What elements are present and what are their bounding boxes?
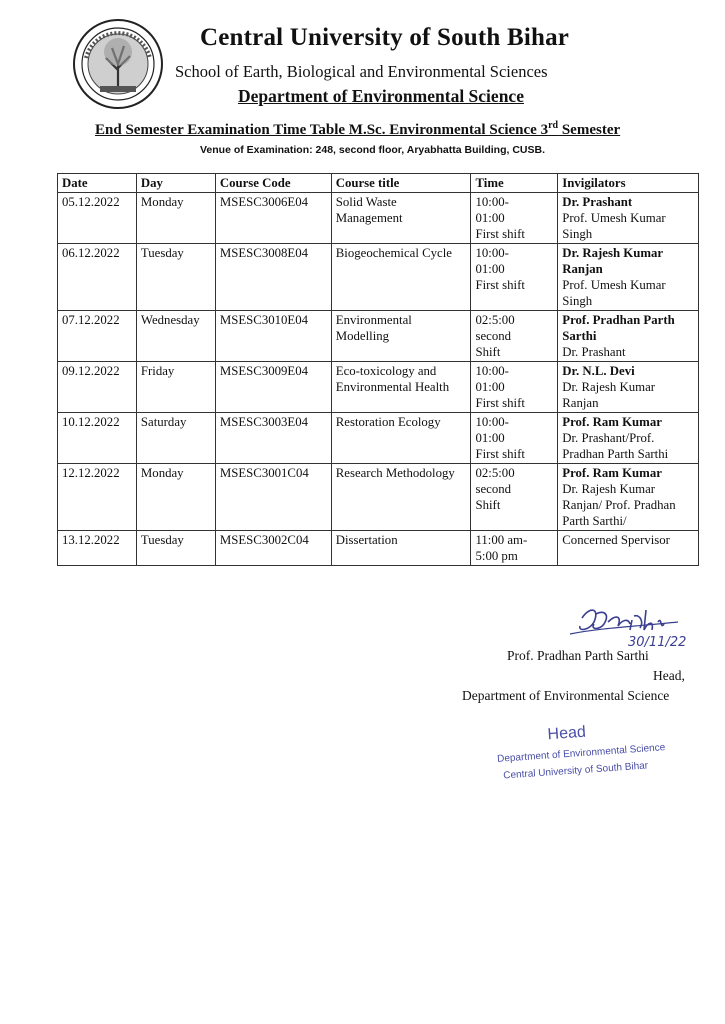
invigilator-others: Prof. Umesh Kumar Singh: [562, 278, 666, 308]
table-row: [58, 531, 699, 566]
table-row: [58, 362, 699, 413]
cell-invigilators: [558, 413, 699, 464]
invigilator-lead: Prof. Pradhan Parth Sarthi: [562, 313, 675, 343]
stamp-line-university: Central University of South Bihar: [502, 760, 649, 782]
cell-course-title: Eco-toxicology and Environmental Health: [331, 362, 471, 413]
col-header-day: Day: [136, 174, 215, 193]
invigilator-lead: Prof. Ram Kumar: [562, 415, 662, 429]
signatory-name: Prof. Pradhan Parth Sarthi: [507, 648, 649, 663]
cell-course-code: MSESC3009E04: [215, 362, 331, 413]
cell-course-code: MSESC3006E04: [215, 193, 331, 244]
cell-course-title: Research Methodology: [331, 464, 471, 531]
col-header-invigilators: Invigilators: [558, 174, 699, 193]
title-main: End Semester Examination Time Table M.Sc. Environmental Science 3: [95, 122, 549, 138]
invigilator-others: Dr. Rajesh Kumar Ranjan/ Prof. Pradhan Parth Sarthi/: [562, 482, 676, 528]
exam-timetable: [57, 173, 699, 566]
official-stamp: [495, 714, 699, 798]
invigilator-others: Dr. Prashant: [562, 345, 626, 359]
col-header-course-code: Course Code: [215, 174, 331, 193]
cell-course-code: MSESC3008E04: [215, 244, 331, 311]
cell-course-title: Restoration Ecology: [331, 413, 471, 464]
table-row: [58, 464, 699, 531]
cell-course-code: MSESC3002C04: [215, 531, 331, 566]
cell-invigilators: [558, 362, 699, 413]
col-header-course-title: Course title: [331, 174, 471, 193]
cell-day: Monday: [136, 193, 215, 244]
invigilator-others: Prof. Umesh Kumar Singh: [562, 211, 666, 241]
cell-day: Monday: [136, 464, 215, 531]
stamp-line-head: Head: [547, 723, 587, 744]
cell-course-title: Dissertation: [331, 531, 471, 566]
invigilator-lead: Prof. Ram Kumar: [562, 466, 662, 480]
col-header-time: Time: [471, 174, 558, 193]
cell-course-code: MSESC3010E04: [215, 311, 331, 362]
document-title: [95, 120, 695, 139]
cell-date: 10.12.2022: [58, 413, 137, 464]
venue-line: Venue of Examination: 248, second floor, Aryabhatta Building, CUSB.: [200, 144, 546, 156]
school-name: School of Earth, Biological and Environmental Sciences: [175, 62, 548, 81]
table-row: [58, 244, 699, 311]
invigilator-lead: Dr. N.L. Devi: [562, 364, 635, 378]
university-logo: [72, 18, 164, 110]
signatory-department: Department of Environmental Science: [462, 688, 670, 703]
cell-day: Saturday: [136, 413, 215, 464]
invigilator-others: Dr. Rajesh Kumar Ranjan: [562, 380, 656, 410]
cell-date: 07.12.2022: [58, 311, 137, 362]
department-name: Department of Environmental Science: [238, 86, 524, 106]
cell-course-title: Biogeochemical Cycle: [331, 244, 471, 311]
cell-date: 09.12.2022: [58, 362, 137, 413]
cell-invigilators: [558, 531, 699, 566]
cell-day: Tuesday: [136, 244, 215, 311]
cell-invigilators: [558, 193, 699, 244]
signature-date: 30/11/22: [628, 635, 687, 650]
cell-day: Wednesday: [136, 311, 215, 362]
table-row: [58, 413, 699, 464]
invigilator-lead: Dr. Rajesh Kumar Ranjan: [562, 246, 663, 276]
invigilator-others: Dr. Prashant/Prof. Pradhan Parth Sarthi: [562, 431, 669, 461]
cell-time: 11:00 am- 5:00 pm: [471, 531, 558, 566]
cell-date: 13.12.2022: [58, 531, 137, 566]
cell-invigilators: [558, 311, 699, 362]
signatory-role: Head,: [653, 668, 685, 683]
cell-time: 02:5:00 second Shift: [471, 311, 558, 362]
cell-date: 05.12.2022: [58, 193, 137, 244]
col-header-date: Date: [58, 174, 137, 193]
cell-day: Tuesday: [136, 531, 215, 566]
table-row: [58, 193, 699, 244]
cell-course-code: MSESC3001C04: [215, 464, 331, 531]
cell-date: 06.12.2022: [58, 244, 137, 311]
table-row: [58, 311, 699, 362]
cell-time: 10:00- 01:00 First shift: [471, 362, 558, 413]
cell-invigilators: [558, 244, 699, 311]
cell-course-code: MSESC3003E04: [215, 413, 331, 464]
cell-time: 02:5:00 second Shift: [471, 464, 558, 531]
cell-course-title: Solid Waste Management: [331, 193, 471, 244]
university-name: Central University of South Bihar: [200, 24, 570, 51]
title-superscript: rd: [548, 120, 559, 131]
cell-course-title: Environmental Modelling: [331, 311, 471, 362]
invigilator-lead: Dr. Prashant: [562, 195, 633, 209]
cell-time: 10:00- 01:00 First shift: [471, 244, 558, 311]
cell-time: 10:00- 01:00 First shift: [471, 193, 558, 244]
cell-day: Friday: [136, 362, 215, 413]
cell-date: 12.12.2022: [58, 464, 137, 531]
cell-time: 10:00- 01:00 First shift: [471, 413, 558, 464]
title-end: Semester: [558, 122, 621, 138]
stamp-line-department: Department of Environmental Science: [496, 742, 666, 765]
invigilator-others: Concerned Spervisor: [562, 533, 670, 547]
cell-invigilators: [558, 464, 699, 531]
table-header-row: [58, 174, 699, 193]
